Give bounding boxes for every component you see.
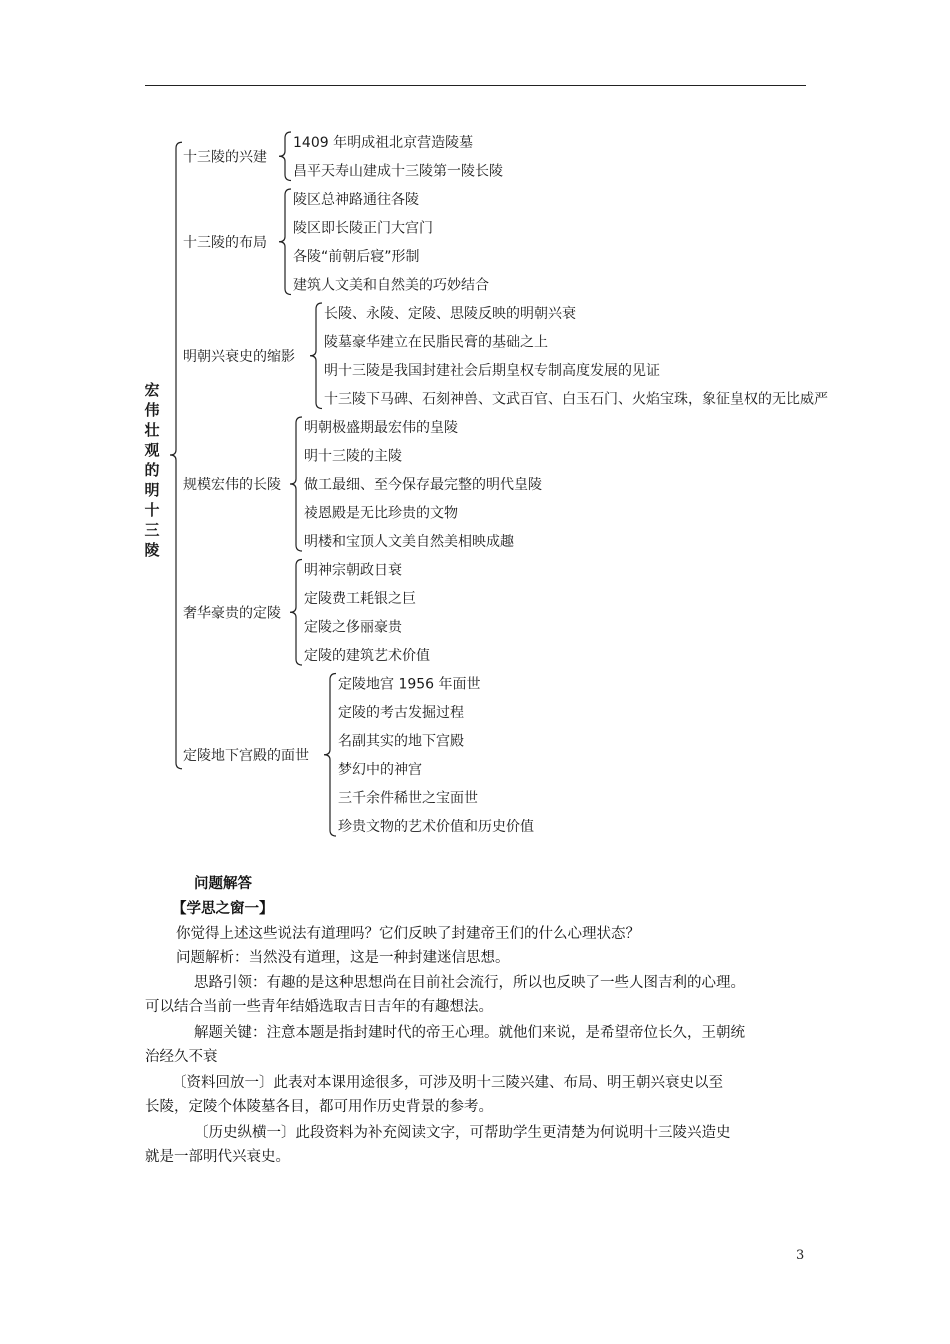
outline-leaf: 定陵费工耗银之巨 [304,591,416,607]
outline-leaf: 名副其实的地下宫殿 [338,733,464,750]
outline-leaf: 定陵的建筑艺术价值 [304,648,430,664]
outline-branch-label: 定陵地下宫殿的面世 [183,747,309,764]
history-line-1: 〔历史纵横一〕此段资料为补充阅读文字，可帮助学生更清楚为何说明十三陵兴造史 [194,1125,731,1141]
branch-brace [279,132,291,181]
root-char: 观 [144,441,160,459]
outline-branch-label: 明朝兴衰史的缩影 [183,348,295,365]
outline-branch-label: 十三陵的布局 [183,234,267,251]
branch-brace [290,417,302,551]
root-char: 陵 [144,541,160,559]
outline-leaf: 长陵、永陵、定陵、思陵反映的明朝兴衰 [324,306,576,322]
outline-branch-label: 十三陵的兴建 [183,149,267,166]
outline-leaf: 定陵之侈丽豪贵 [304,619,402,636]
outline-leaf: 十三陵下马碑、石刻神兽、文武百官、白玉石门、火焰宝珠，象征皇权的无比威严 [324,391,828,408]
outline-leaf: 昌平天寿山建成十三陵第一陵长陵 [293,163,503,180]
outline-leaf: 梦幻中的神宫 [338,762,422,778]
outline-leaf: 各陵“前朝后寝”形制 [293,249,420,265]
branch-brace [324,674,336,837]
outline-leaf: 珍贵文物的艺术价值和历史价值 [338,819,534,835]
root-char: 三 [144,521,160,539]
material-line-2: 长陵，定陵个体陵墓各目，都可用作历史背景的参考。 [145,1099,493,1115]
section-heading: 问题解答 [194,876,252,892]
hint-line-1: 思路引领：有趣的是这种思想尚在目前社会流行，所以也反映了一些人图吉利的心理。 [194,975,745,991]
material-line-1: 〔资料回放一〕此表对本课用途很多，可涉及明十三陵兴建、布局、明王朝兴衰史以至 [172,1075,723,1091]
root-char: 明 [144,481,160,499]
root-brace [170,142,182,769]
outline-leaf: 陵墓豪华建立在民脂民膏的基础之上 [324,334,548,351]
key-line-2: 治经久不衰 [145,1049,218,1065]
branch-brace [290,560,302,666]
outline-leaf: 明朝极盛期最宏伟的皇陵 [304,420,458,436]
branch-brace [310,303,322,409]
outline-leaf: 明神宗朝政日衰 [304,562,402,579]
outline-leaf: 陵区即长陵正门大宫门 [293,220,433,237]
hint-line-2: 可以结合当前一些青年结婚选取吉日吉年的有趣想法。 [145,999,493,1015]
outline-leaf: 定陵的考古发掘过程 [338,705,464,721]
history-line-2: 就是一部明代兴衰史。 [145,1149,290,1165]
outline-leaf: 三千余件稀世之宝面世 [338,790,478,807]
window-title: 【学思之窗一】 [172,901,274,917]
outline-leaf: 1409 年明成祖北京营造陵墓 [293,135,474,151]
outline-leaf: 做工最细、至今保存最完整的明代皇陵 [304,477,542,493]
outline-branch-label: 规模宏伟的长陵 [183,477,281,493]
root-char: 壮 [144,421,160,439]
branch-brace [279,189,291,295]
outline-leaf: 明楼和宝顶人文美自然美相映成趣 [304,534,514,550]
question-text: 你觉得上述这些说法有道理吗？它们反映了封建帝王们的什么心理状态？ [176,926,640,942]
outline-leaf: 陵区总神路通往各陵 [293,192,419,208]
answer-analysis: 问题解析：当然没有道理，这是一种封建迷信思想。 [176,950,510,966]
outline-leaf: 定陵地宫 1956 年面世 [338,676,481,693]
key-line-1: 解题关键：注意本题是指封建时代的帝王心理。就他们来说，是希望帝位长久，王朝统 [194,1025,745,1041]
root-char: 的 [144,461,160,479]
root-char: 宏 [144,381,160,399]
page-number: 3 [796,1248,805,1263]
outline-leaf: 建筑人文美和自然美的巧妙结合 [293,277,489,294]
outline-leaf: 明十三陵是我国封建社会后期皇权专制高度发展的见证 [324,363,660,379]
root-char: 伟 [144,401,160,419]
root-char: 十 [144,501,160,519]
outline-branch-label: 奢华豪贵的定陵 [183,605,281,622]
outline-leaf: 明十三陵的主陵 [304,448,402,465]
outline-leaf: 祾恩殿是无比珍贵的文物 [304,505,458,522]
